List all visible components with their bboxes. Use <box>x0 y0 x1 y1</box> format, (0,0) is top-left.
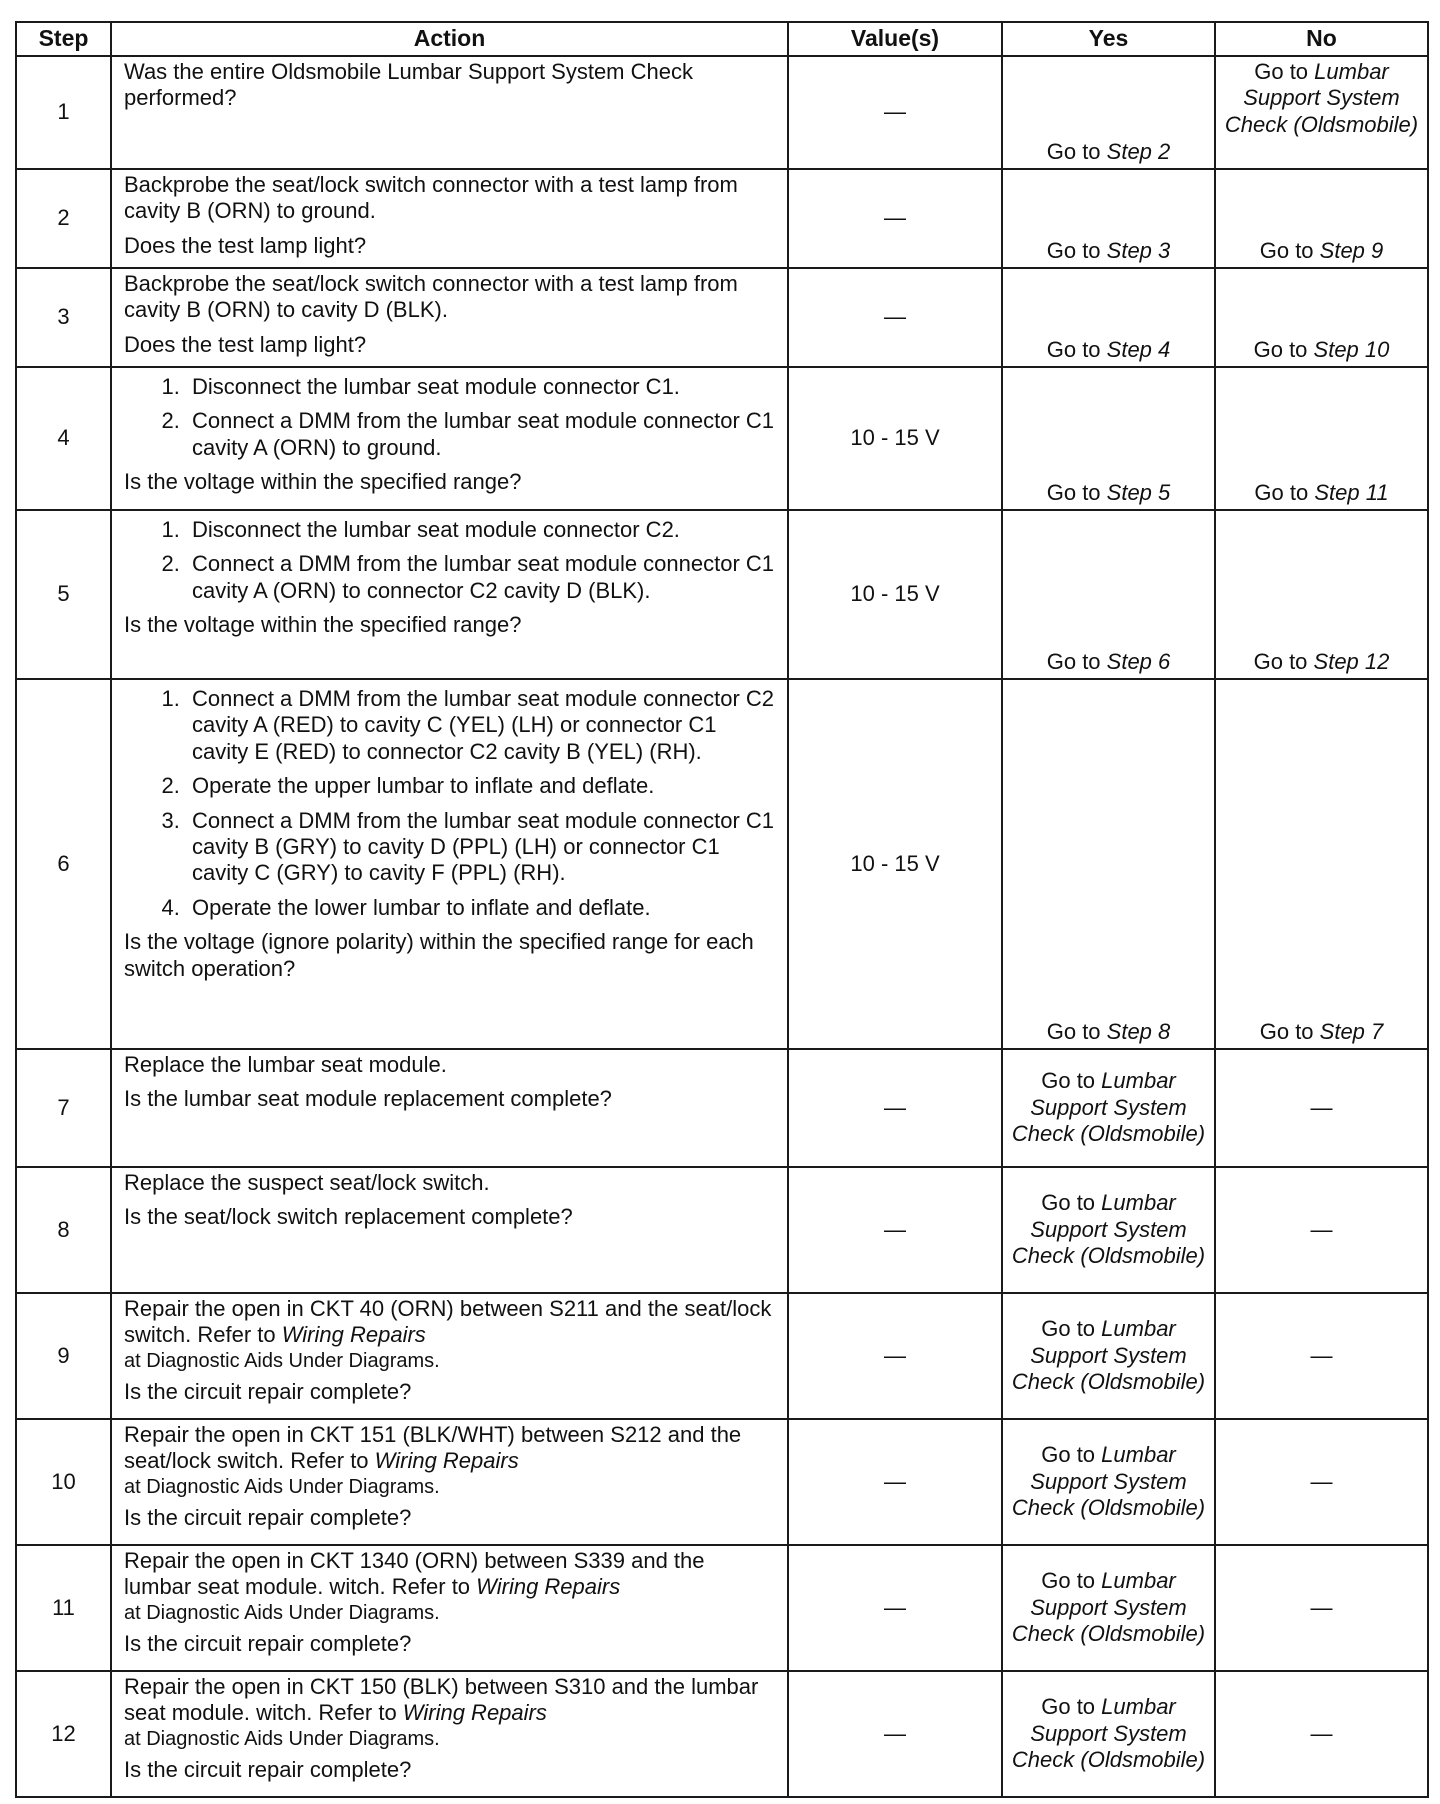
table-row <box>16 1293 1428 1419</box>
table-row <box>16 1545 1428 1671</box>
value-cell: — <box>788 1049 1002 1167</box>
no-cell <box>1215 268 1428 367</box>
step-number: 6 <box>16 679 111 1049</box>
diagnostic-table <box>15 21 1429 1798</box>
action-question: Is the lumbar seat module replacement complete? <box>124 1086 612 1112</box>
header-yes: Yes <box>1002 22 1215 56</box>
action-step: 2. Operate the upper lumbar to inflate and deflate. <box>186 773 777 799</box>
yes-cell <box>1002 1671 1215 1797</box>
no-link[interactable]: Lumbar Support System Check (Oldsmobile) <box>1224 59 1419 137</box>
yes-prefix: Go to <box>1041 1316 1102 1342</box>
action-instruction: Backprobe the seat/lock switch connector with a test lamp from cavity B (ORN) to cavity D (BLK). <box>124 271 738 323</box>
value-cell: — <box>788 1293 1002 1419</box>
yes-cell <box>1002 268 1215 367</box>
no-cell <box>1215 367 1428 510</box>
wiring-repairs-link[interactable]: Wiring Repairs <box>402 1700 547 1726</box>
yes-prefix: Go to <box>1041 1442 1102 1468</box>
no-cell <box>1215 679 1428 1049</box>
header-step: Step <box>16 22 111 56</box>
yes-cell <box>1002 1049 1215 1167</box>
table-row <box>16 1049 1428 1167</box>
action-question: Does the test lamp light? <box>124 232 367 258</box>
yes-cell <box>1002 1293 1215 1419</box>
action-step: 1. Disconnect the lumbar seat module connector C1. <box>186 374 777 400</box>
instruction-text: Repair the open in CKT 151 (BLK/WHT) between S212 and the seat/lock switch. Refer to <box>124 1422 742 1474</box>
action-cell <box>111 1671 788 1797</box>
yes-link[interactable]: Step 4 <box>1106 336 1171 362</box>
action-step: 2. Connect a DMM from the lumbar seat module connector C1 cavity A (ORN) to connector C2 cavity D (BLK). <box>186 551 777 604</box>
yes-cell <box>1002 56 1215 169</box>
action-cell <box>111 510 788 679</box>
step-number: 9 <box>16 1293 111 1419</box>
no-prefix: Go to <box>1254 479 1315 505</box>
no-cell: — <box>1215 1049 1428 1167</box>
table-row <box>16 367 1428 510</box>
no-cell: — <box>1215 1671 1428 1797</box>
value-cell: — <box>788 169 1002 268</box>
yes-prefix: Go to <box>1046 1018 1107 1044</box>
no-prefix: Go to <box>1259 1018 1320 1044</box>
action-step: 4. Operate the lower lumbar to inflate and deflate. <box>186 895 777 921</box>
table-row <box>16 169 1428 268</box>
no-prefix: Go to <box>1259 237 1320 263</box>
action-question: Is the circuit repair complete? <box>124 1504 412 1530</box>
action-cell <box>111 1293 788 1419</box>
action-instruction <box>124 1422 777 1475</box>
yes-cell <box>1002 510 1215 679</box>
action-instruction: Replace the suspect seat/lock switch. <box>124 1170 490 1195</box>
header-values: Value(s) <box>788 22 1002 56</box>
action-steps <box>124 517 777 604</box>
action-instruction: Backprobe the seat/lock switch connector with a test lamp from cavity B (ORN) to ground. <box>124 172 738 224</box>
value-cell: 10 - 15 V <box>788 510 1002 679</box>
action-cell <box>111 679 788 1049</box>
action-cell <box>111 169 788 268</box>
yes-link[interactable]: Step 2 <box>1106 138 1171 164</box>
action-question: Is the voltage (ignore polarity) within the specified range for each switch operation? <box>124 929 754 981</box>
action-step: 1. Connect a DMM from the lumbar seat module connector C2 cavity A (RED) to cavity C (YEL) (LH) or connector C1 cavity E (RED) to connector C2 cavity B (YEL) (RH). <box>186 686 777 765</box>
table-header-row <box>16 22 1428 56</box>
step-number: 4 <box>16 367 111 510</box>
no-cell <box>1215 56 1428 169</box>
yes-link[interactable]: Step 8 <box>1106 1018 1171 1044</box>
wiring-repairs-link[interactable]: Wiring Repairs <box>281 1322 426 1348</box>
step-number: 11 <box>16 1545 111 1671</box>
yes-prefix: Go to <box>1046 648 1107 674</box>
action-instruction <box>124 1296 777 1349</box>
table-row <box>16 1671 1428 1797</box>
wiring-repairs-link[interactable]: Wiring Repairs <box>374 1448 519 1474</box>
no-prefix: Go to <box>1253 648 1314 674</box>
header-no: No <box>1215 22 1428 56</box>
table-row <box>16 56 1428 169</box>
action-reference: at Diagnostic Aids Under Diagrams. <box>124 1475 440 1498</box>
table-row <box>16 1419 1428 1545</box>
yes-cell <box>1002 367 1215 510</box>
step-number: 12 <box>16 1671 111 1797</box>
instruction-text: Repair the open in CKT 1340 (ORN) between S339 and the lumbar seat module. witch. Refer to <box>124 1548 705 1600</box>
no-cell <box>1215 169 1428 268</box>
header-action: Action <box>111 22 788 56</box>
step-number: 1 <box>16 56 111 169</box>
value-cell: 10 - 15 V <box>788 679 1002 1049</box>
action-step: 2. Connect a DMM from the lumbar seat module connector C1 cavity A (ORN) to ground. <box>186 408 777 461</box>
action-step: 3. Connect a DMM from the lumbar seat module connector C1 cavity B (GRY) to cavity D (PPL) (LH) or connector C1 cavity C (GRY) to cavity F (PPL) (RH). <box>186 808 777 887</box>
value-cell: — <box>788 1167 1002 1293</box>
value-cell: — <box>788 268 1002 367</box>
value-cell: — <box>788 1419 1002 1545</box>
action-steps <box>124 374 777 461</box>
yes-link[interactable]: Lumbar Support System Check (Oldsmobile) <box>1011 1190 1206 1269</box>
no-link[interactable]: Step 11 <box>1314 479 1389 505</box>
action-question: Is the voltage within the specified range? <box>124 612 522 638</box>
step-number: 10 <box>16 1419 111 1545</box>
action-question: Does the test lamp light? <box>124 331 367 357</box>
yes-link[interactable]: Lumbar Support System Check (Oldsmobile) <box>1011 1442 1206 1521</box>
yes-cell <box>1002 679 1215 1049</box>
action-cell <box>111 1049 788 1167</box>
action-cell <box>111 367 788 510</box>
action-reference: at Diagnostic Aids Under Diagrams. <box>124 1601 440 1624</box>
action-step: 1. Disconnect the lumbar seat module connector C2. <box>186 517 777 543</box>
yes-cell <box>1002 169 1215 268</box>
no-cell: — <box>1215 1167 1428 1293</box>
action-question: Is the voltage within the specified range? <box>124 469 522 495</box>
table-row <box>16 679 1428 1049</box>
action-cell <box>111 56 788 169</box>
no-cell <box>1215 510 1428 679</box>
yes-prefix: Go to <box>1046 237 1107 263</box>
yes-prefix: Go to <box>1046 479 1107 505</box>
step-number: 3 <box>16 268 111 367</box>
yes-link[interactable]: Lumbar Support System Check (Oldsmobile) <box>1011 1694 1206 1773</box>
step-number: 2 <box>16 169 111 268</box>
no-cell: — <box>1215 1293 1428 1419</box>
instruction-text: Repair the open in CKT 40 (ORN) between S211 and the seat/lock switch. Refer to <box>124 1296 772 1348</box>
action-question: Is the seat/lock switch replacement complete? <box>124 1204 573 1230</box>
yes-prefix: Go to <box>1041 1190 1102 1216</box>
action-question: Is the circuit repair complete? <box>124 1756 412 1782</box>
yes-cell <box>1002 1419 1215 1545</box>
step-number: 7 <box>16 1049 111 1167</box>
no-link[interactable]: Step 10 <box>1313 336 1390 362</box>
yes-prefix: Go to <box>1046 138 1107 164</box>
action-reference: at Diagnostic Aids Under Diagrams. <box>124 1349 440 1372</box>
yes-prefix: Go to <box>1041 1694 1102 1720</box>
action-cell <box>111 268 788 367</box>
action-reference: at Diagnostic Aids Under Diagrams. <box>124 1727 440 1750</box>
yes-link[interactable]: Lumbar Support System Check (Oldsmobile) <box>1011 1316 1206 1395</box>
no-prefix: Go to <box>1253 336 1314 362</box>
value-cell: — <box>788 1545 1002 1671</box>
no-cell: — <box>1215 1419 1428 1545</box>
yes-cell <box>1002 1545 1215 1671</box>
table-row <box>16 510 1428 679</box>
step-number: 5 <box>16 510 111 679</box>
action-steps <box>124 686 777 921</box>
action-cell <box>111 1167 788 1293</box>
no-cell: — <box>1215 1545 1428 1671</box>
table-row <box>16 1167 1428 1293</box>
yes-prefix: Go to <box>1041 1068 1102 1094</box>
instruction-text: Repair the open in CKT 150 (BLK) between S310 and the lumbar seat module. witch. Refer to <box>124 1674 759 1726</box>
yes-link[interactable]: Lumbar Support System Check (Oldsmobile) <box>1011 1568 1206 1647</box>
action-instruction <box>124 1548 777 1601</box>
value-cell: — <box>788 56 1002 169</box>
no-link[interactable]: Step 9 <box>1319 237 1384 263</box>
wiring-repairs-link[interactable]: Wiring Repairs <box>476 1574 621 1600</box>
action-instruction <box>124 1674 777 1727</box>
no-link[interactable]: Step 7 <box>1319 1018 1384 1044</box>
yes-cell <box>1002 1167 1215 1293</box>
action-cell <box>111 1545 788 1671</box>
yes-prefix: Go to <box>1041 1568 1102 1594</box>
action-instruction: Replace the lumbar seat module. <box>124 1052 447 1077</box>
action-question: Is the circuit repair complete? <box>124 1630 412 1656</box>
yes-link[interactable]: Step 5 <box>1106 479 1171 505</box>
yes-link[interactable]: Lumbar Support System Check (Oldsmobile) <box>1011 1068 1206 1147</box>
step-number: 8 <box>16 1167 111 1293</box>
action-question: Was the entire Oldsmobile Lumbar Support System Check performed? <box>124 59 693 111</box>
no-prefix: Go to <box>1254 59 1315 84</box>
yes-link[interactable]: Step 6 <box>1106 648 1171 674</box>
no-link[interactable]: Step 12 <box>1313 648 1390 674</box>
value-cell: 10 - 15 V <box>788 367 1002 510</box>
yes-prefix: Go to <box>1046 336 1107 362</box>
value-cell: — <box>788 1671 1002 1797</box>
table-row <box>16 268 1428 367</box>
action-cell <box>111 1419 788 1545</box>
yes-link[interactable]: Step 3 <box>1106 237 1171 263</box>
action-question: Is the circuit repair complete? <box>124 1378 412 1404</box>
